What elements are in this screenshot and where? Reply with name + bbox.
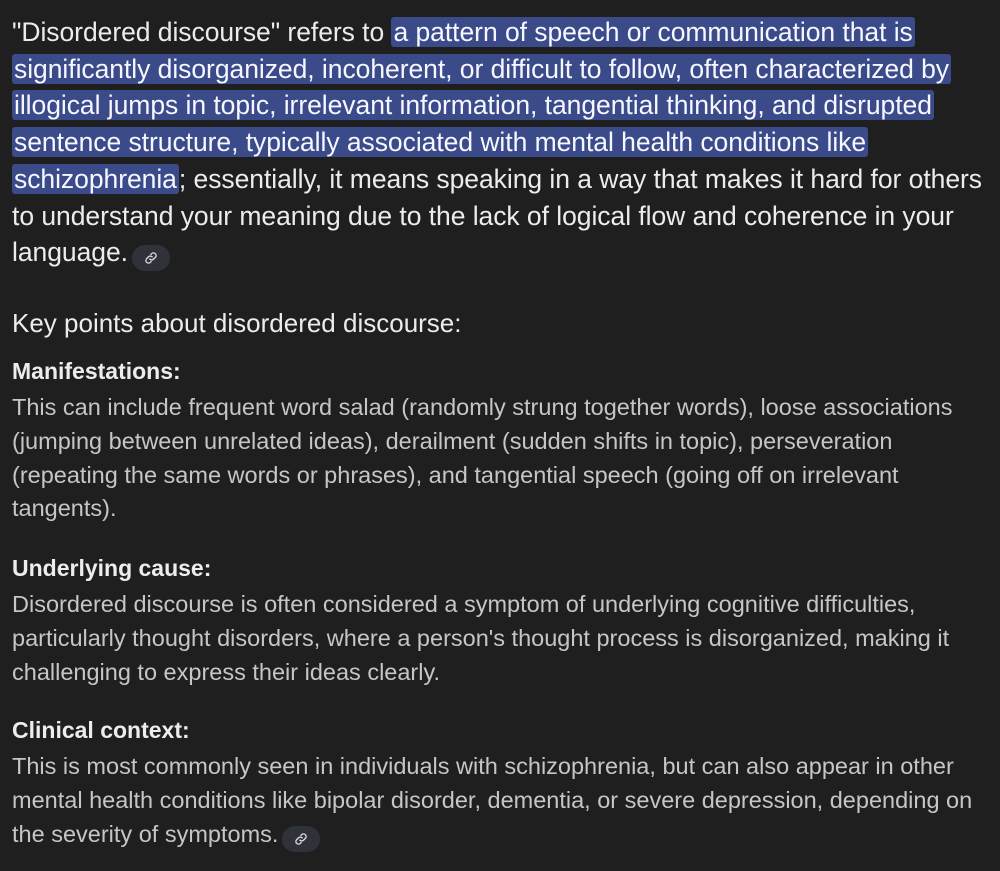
link-icon (294, 832, 308, 846)
section-clinical-context (12, 715, 1000, 852)
intro-text-after: ; essentially, it means speaking in a way that makes it hard for others to understand your meaning due to the lack of logical flow and coherence in your language. (12, 163, 982, 268)
source-link-button[interactable] (132, 245, 170, 271)
section-manifestations (12, 356, 1000, 526)
highlighted-definition[interactable]: a pattern of speech or communication that is significantly disorganized, incoherent, or difficult to follow, often characterized by illogical jumps in topic, irrelevant information, tangential thinking, and disrupted sentence structure, typically associated with mental health conditions like schizophrenia (14, 17, 950, 194)
source-link-button[interactable] (282, 826, 320, 852)
intro-text-before: "Disordered discourse" refers to (12, 17, 392, 47)
section-body: This can include frequent word salad (randomly strung together words), loose associations (jumping between unrelated ideas), derailment (sudden shifts in topic), perseveration (repeating the same words or phrases), and tangential speech (going off on irrelevant tangents). (12, 394, 953, 522)
section-title: Underlying cause: (12, 555, 212, 581)
section-body-text: This is most commonly seen in individuals with schizophrenia, but can also appear in other mental health conditions like bipolar disorder, dementia, or severe depression, depending on the severity of symptoms. (12, 753, 973, 847)
intro-paragraph (12, 14, 997, 271)
section-title: Manifestations: (12, 358, 181, 384)
key-points-heading: Key points about disordered discourse: (12, 308, 462, 338)
section-body: Disordered discourse is often considered a symptom of underlying cognitive difficulties, particularly thought disorders, where a person's thought process is disorganized, making it challenging to express their ideas clearly. (12, 591, 950, 685)
section-underlying-cause (12, 553, 1000, 689)
section-body (12, 750, 1000, 852)
section-title: Clinical context: (12, 717, 190, 743)
link-icon (144, 251, 158, 265)
